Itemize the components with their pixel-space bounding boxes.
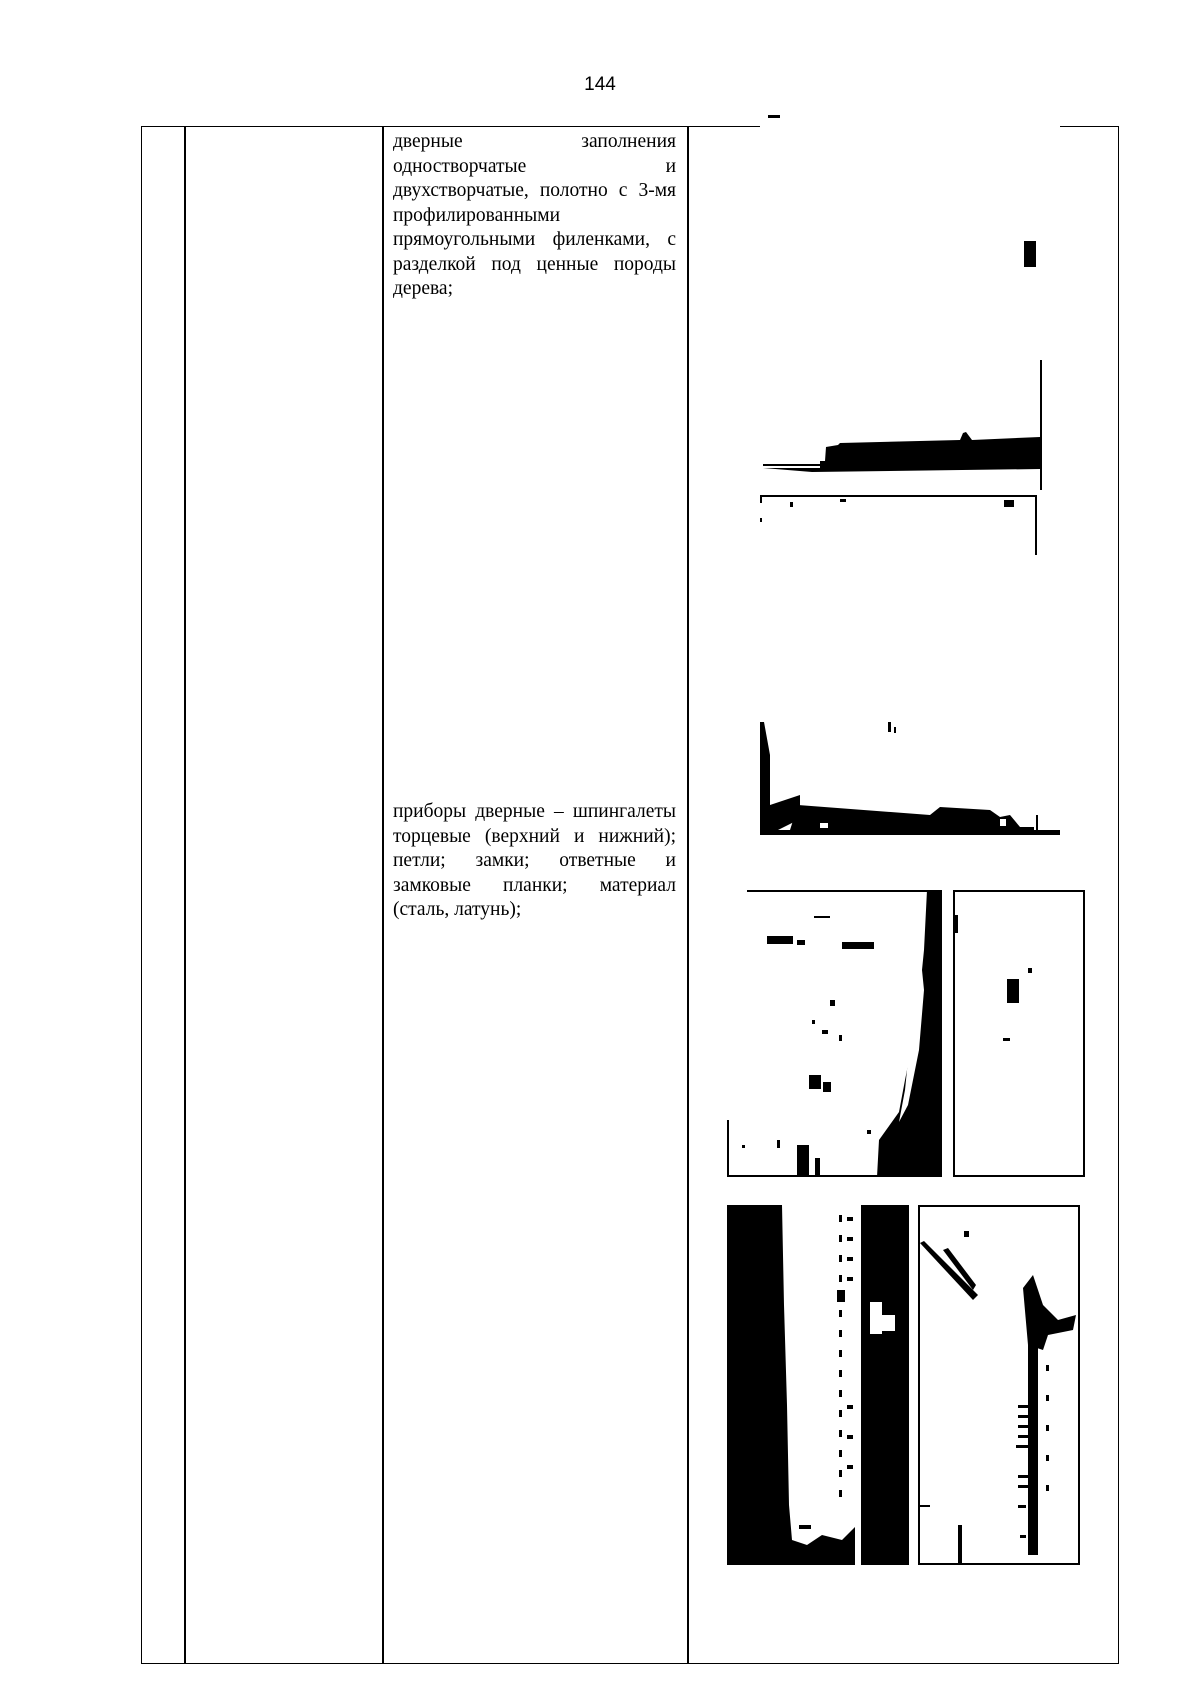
door-bolt-photo [918,1205,1080,1565]
door-hinge-photo-right [953,890,1085,1177]
door-measurement-photo [727,1205,909,1565]
door-panel-photo [760,115,1060,865]
table-column-divider [687,126,689,1664]
door-hinge-photo-left [727,890,942,1177]
table-column-divider [382,126,384,1664]
description-door-hardware: приборы дверные – шпингалеты торцевые (верхний и нижний); петли; замки; ответные и замковые планки; материал (сталь, латунь); [393,801,676,920]
page-number: 144 [584,74,616,95]
table-column-divider [184,126,186,1664]
description-door-fillings: дверные заполнения одностворчатые и двухстворчатые, полотно с 3-мя профилированными прямоугольными филенками, с разделкой под ценные породы дерева; [393,131,676,299]
